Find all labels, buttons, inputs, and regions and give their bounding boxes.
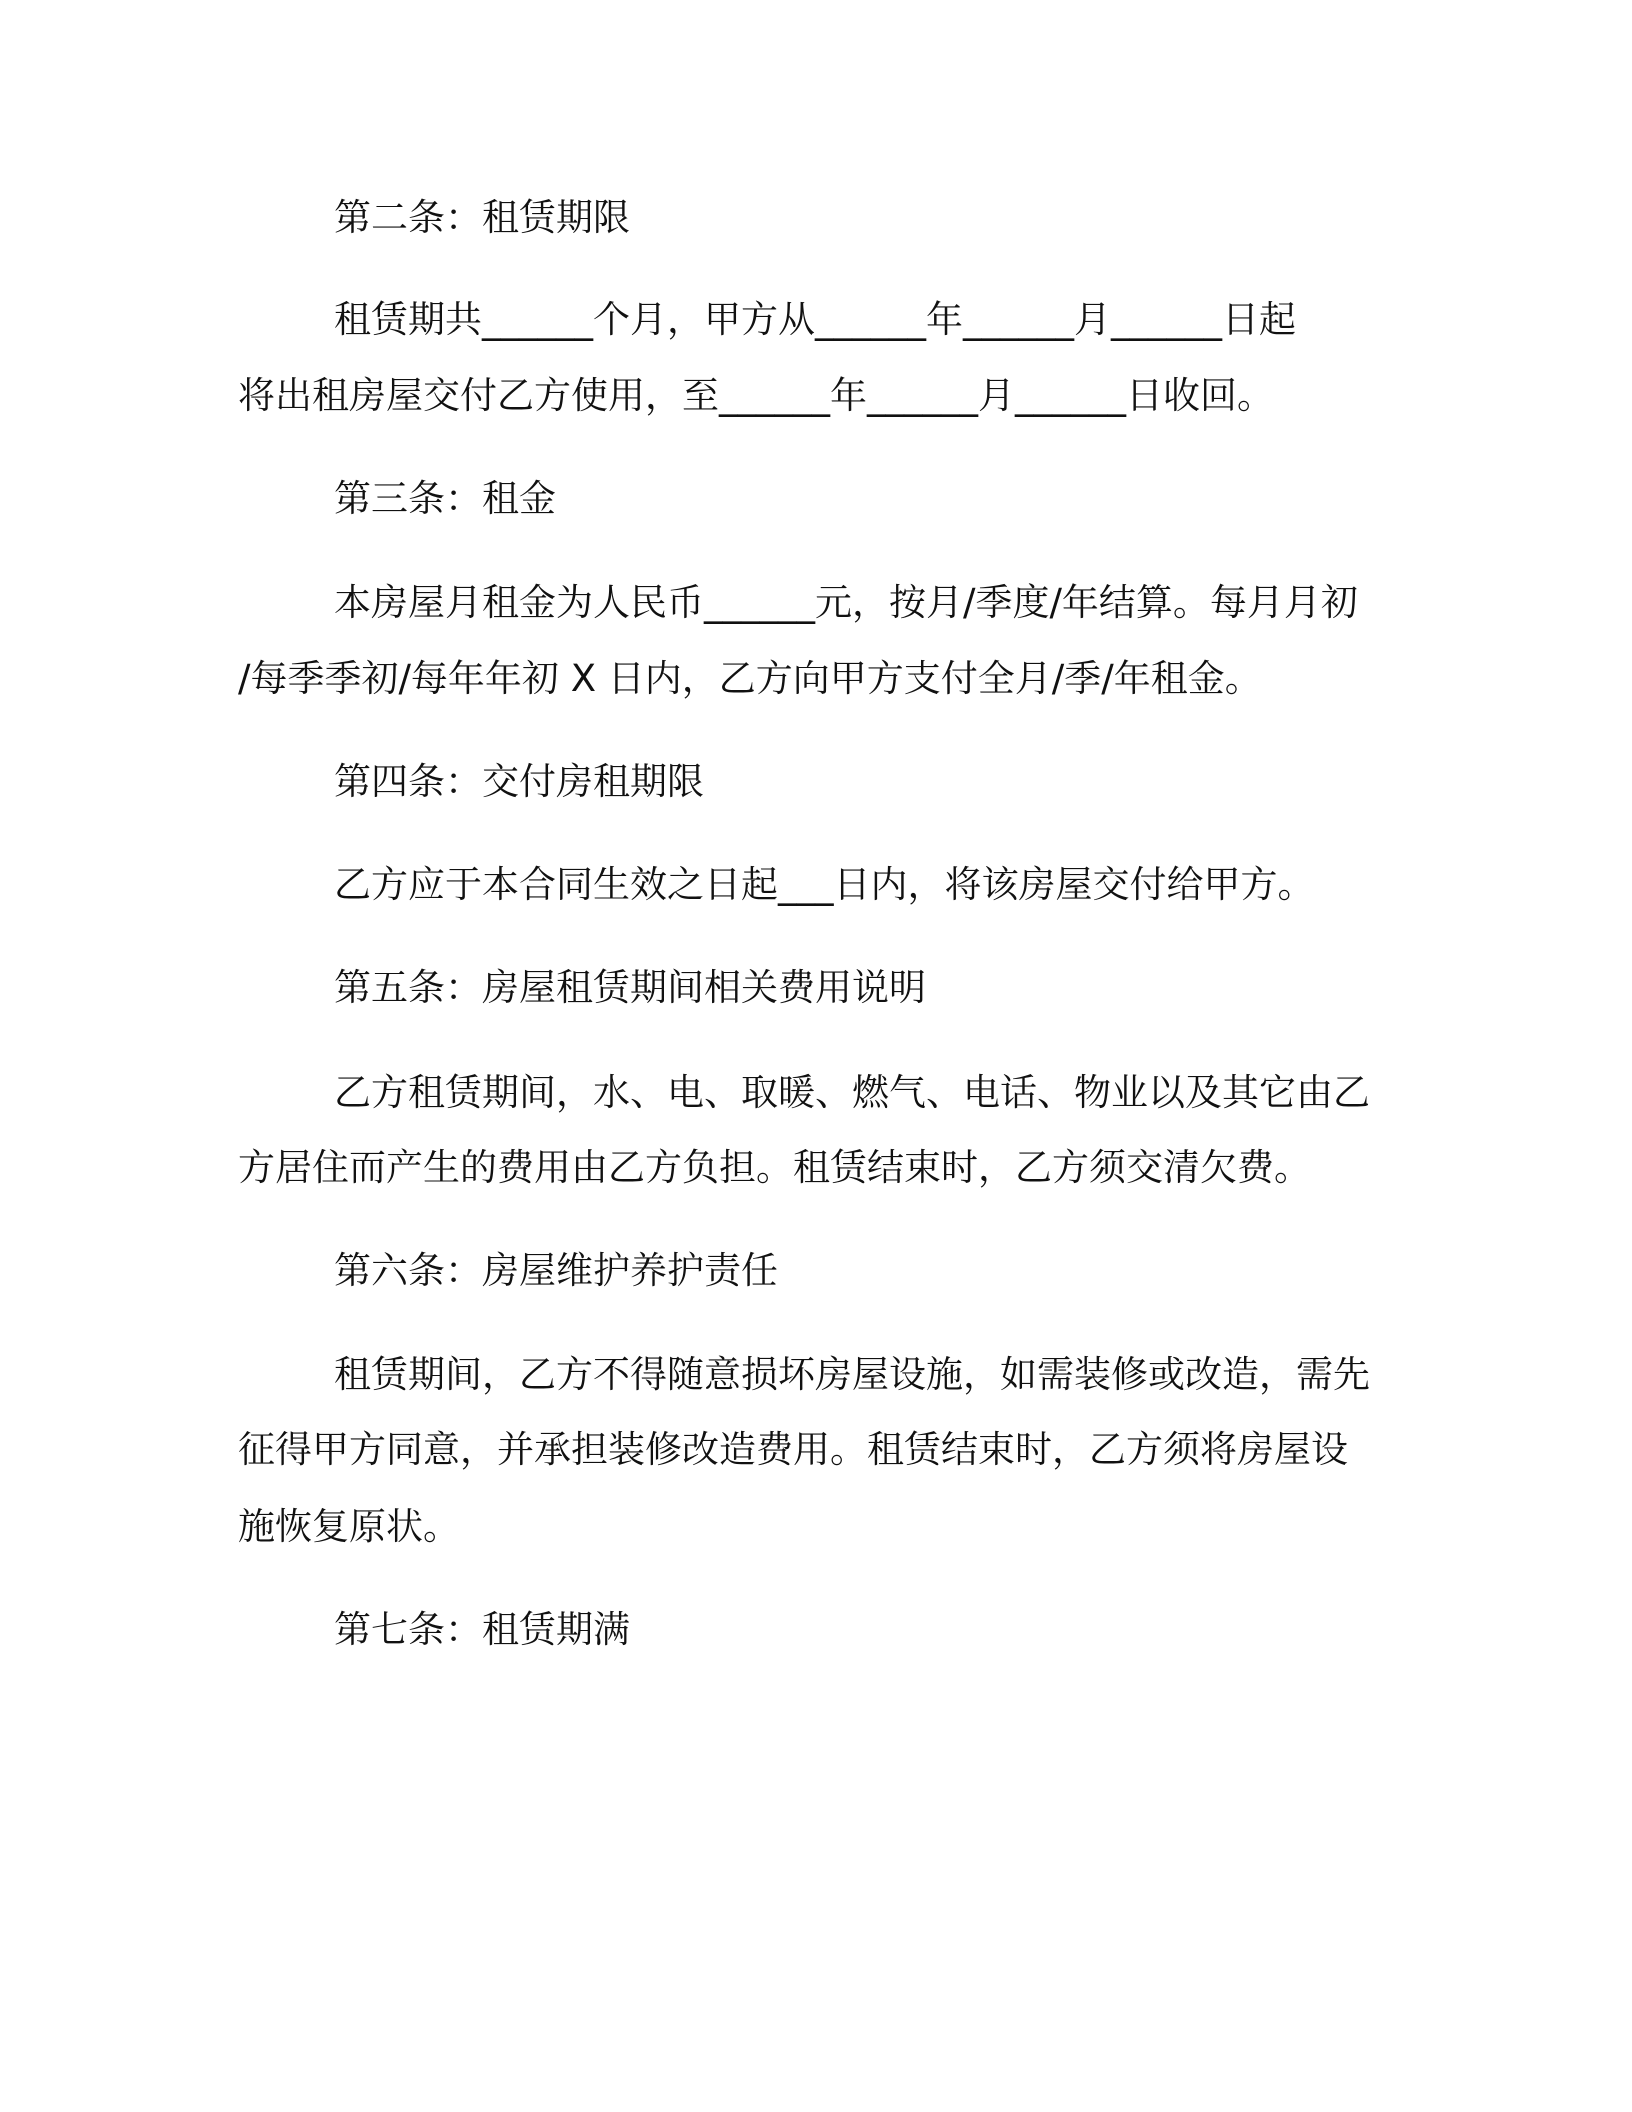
article-3-text-line-2: /每季季初/每年年初 X 日内，乙方向甲方支付全月/季/年租金。: [238, 657, 1262, 700]
article-6-text-line-1: 租赁期间，乙方不得随意损坏房屋设施，如需装修或改造，需先: [334, 1353, 1370, 1396]
article-5-heading: 第五条：房屋租赁期间相关费用说明: [334, 966, 926, 1009]
article-6-text-line-2: 征得甲方同意，并承担装修改造费用。租赁结束时，乙方须将房屋设: [238, 1428, 1348, 1471]
article-6-heading: 第六条：房屋维护养护责任: [334, 1249, 778, 1292]
article-6-text-line-3: 施恢复原状。: [238, 1505, 460, 1548]
article-5-text-line-1: 乙方租赁期间，水、电、取暖、燃气、电话、物业以及其它由乙: [334, 1071, 1370, 1114]
article-3-heading: 第三条：租金: [334, 477, 556, 520]
article-4-text-line-1: 乙方应于本合同生效之日起___日内，将该房屋交付给甲方。: [334, 863, 1315, 906]
article-5-text-line-2: 方居住而产生的费用由乙方负担。租赁结束时，乙方须交清欠费。: [238, 1146, 1311, 1189]
article-4-heading: 第四条：交付房租期限: [334, 760, 704, 803]
article-2-heading: 第二条：租赁期限: [334, 196, 630, 239]
article-3-text-line-1: 本房屋月租金为人民币______元，按月/季度/年结算。每月月初: [334, 581, 1358, 624]
article-2-text-line-1: 租赁期共______个月，甲方从______年______月______日起: [334, 298, 1296, 341]
article-2-text-line-2: 将出租房屋交付乙方使用，至______年______月______日收回。: [238, 374, 1274, 417]
article-7-heading: 第七条：租赁期满: [334, 1608, 630, 1651]
